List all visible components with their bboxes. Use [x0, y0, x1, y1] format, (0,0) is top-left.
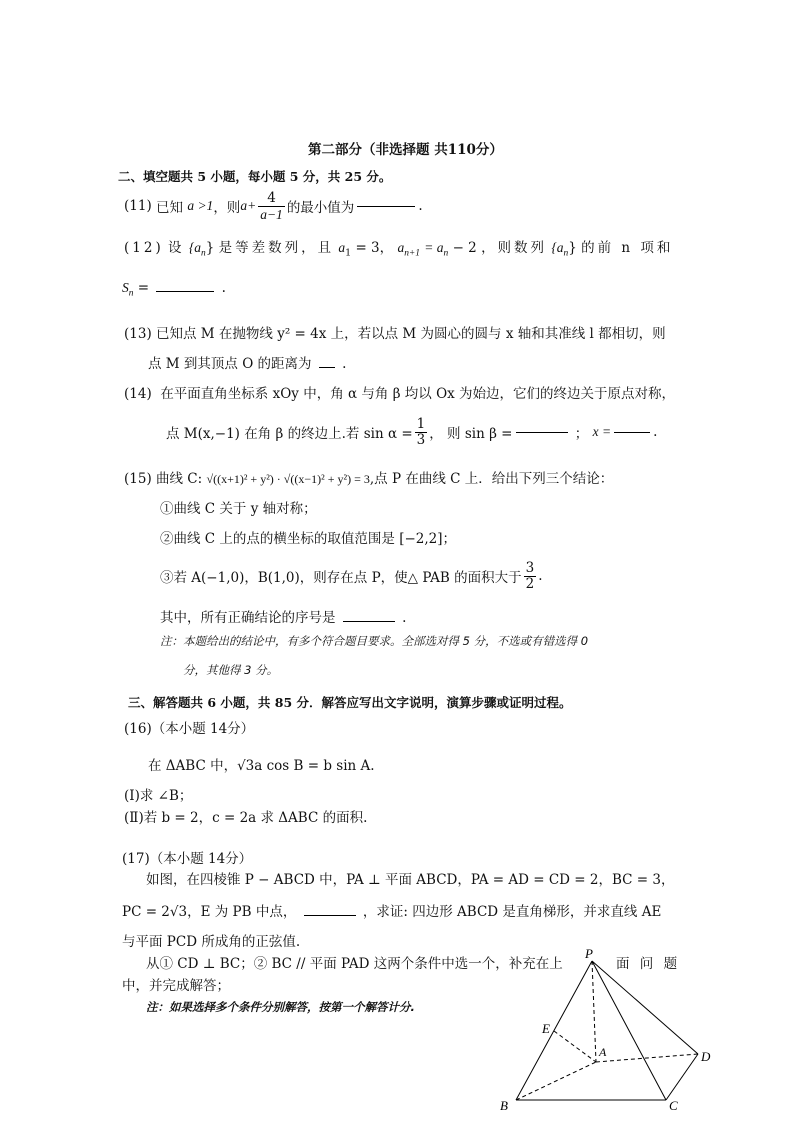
q13-line2-row: [148, 352, 346, 372]
q14-answer-blank-1: [516, 431, 568, 433]
q12-sn: S: [122, 280, 129, 295]
q15-fraction: [524, 561, 537, 592]
q13-line1: 已知点 M 在抛物线 y² = 4x 上，若以点 M 为圆心的圆与 x 轴和其准线 l 都相切，则: [156, 326, 666, 342]
q12-seq-2: {a: [551, 240, 564, 255]
question-11: [124, 186, 423, 226]
label-C: C: [669, 1098, 678, 1113]
q15-c3-text: ③若 A(−1,0)，B(1,0)，则存在点 P，使△ PAB 的面积大于: [160, 570, 522, 586]
q12-sum-line: [122, 280, 226, 299]
q17-head: (17)（本小题 14分）: [122, 851, 253, 867]
q15-c3-tail: .: [538, 568, 543, 584]
q15-note-line2: 分，其他得 3 分。: [183, 663, 279, 677]
q15-note-line1: 注：本题给出的结论中，有多个符合题目要求。全部选对得 5 分，不选或有错选得 0: [160, 634, 589, 648]
q12-rec-sub: n+1: [404, 248, 420, 259]
q17-line5: 中，并完成解答；: [122, 978, 230, 994]
q12-text1: 设: [168, 240, 185, 256]
q17-line2a: PC = 2√3，E 为 PB 中点，: [122, 904, 297, 920]
question-12: (12) 设 $\{a_n\}$ 是等差数列，且 $a_1 = 3$， $a_{n+1} = a_n - 2$ ，则数列 $\{a_n\}$ 的前 n 项和: [124, 240, 674, 259]
q15-conclusion-1: ①曲线 C 关于 y 轴对称；: [160, 501, 317, 517]
q17-line1: 如图，在四棱锥 P − ABCD 中，PA ⊥ 平面 ABCD，PA = AD = CD = 2，BC = 3，: [146, 872, 675, 888]
q12-rec: a: [397, 240, 405, 255]
edge-BA: [516, 1062, 596, 1100]
part2-header: 二、填空题共 5 小题，每小题 5 分，共 25 分。: [118, 169, 392, 184]
q13-tail: .: [342, 356, 347, 372]
question-15: [124, 467, 613, 487]
q11-frac-den: a−1: [260, 206, 283, 222]
q12-text3: ，则数列: [481, 240, 548, 256]
q17-note: 注：如果选择多个条件分别解答，按第一个解答计分.: [146, 1000, 415, 1014]
q11-frac-num: 4: [258, 191, 285, 207]
q14-line1: 在平面直角坐标系 xOy 中，角 α 与角 β 均以 Ox 为始边，它们的终边关于原点对称，: [160, 386, 676, 402]
q15-conclusion-3: [160, 556, 543, 596]
q12-rec-tail: − 2: [452, 240, 477, 256]
q12-seq-sub: n: [200, 248, 206, 259]
q15-equation: √((x+1)² + y²) · √((x−1)² + y²) = 3: [206, 472, 370, 486]
q14-frac-den: 3: [416, 431, 426, 448]
q17-line4b: 面 问 题: [616, 956, 681, 972]
q14-frac-num: 1: [416, 415, 426, 432]
q15-line1c: ,点 P 在曲线 C 上．给出下列三个结论：: [369, 471, 614, 487]
q14-number: (14): [124, 386, 152, 402]
q15-answer-blank: [343, 620, 395, 622]
q11-text2: ，则: [213, 200, 241, 216]
q11-answer-blank: [357, 205, 415, 207]
edge-PB: [516, 961, 592, 1100]
q12-seq-sub-2: n: [563, 248, 569, 259]
q14-line2b: ， 则 sin β =: [429, 426, 513, 442]
q14-xeq: x =: [592, 424, 612, 439]
q15-ask-tail: .: [402, 610, 407, 626]
q12-sn-eq: =: [137, 280, 150, 296]
label-P: P: [585, 946, 593, 961]
q12-text2: 是等差数列，且: [218, 240, 335, 256]
q15-conclusion-2: ②曲线 C 上的点的横坐标的取值范围是 [−2,2]；: [160, 531, 457, 547]
question-13: [124, 322, 666, 342]
q16-part2: (Ⅱ)若 b = 2，c = 2a 求 ΔABC 的面积.: [124, 810, 368, 826]
q11-expr: a+: [240, 198, 257, 213]
q11-fraction: [258, 191, 285, 222]
edge-PD: [592, 961, 698, 1054]
q15-line1a: 曲线 C:: [156, 471, 207, 487]
q13-number: (13): [124, 326, 152, 342]
q15-number: (15): [124, 471, 152, 487]
edge-AD: [596, 1054, 698, 1062]
q17-line4a: 从① CD ⊥ BC；② BC // 平面 PAD 这两个条件中选一个，补充在上: [146, 956, 563, 972]
q15-frac-num: 3: [525, 559, 535, 576]
q16-stem: 在 ΔABC 中，√3a cos B = b sin A.: [148, 758, 375, 774]
q11-text3: 的最小值为: [286, 200, 355, 216]
edge-PA: [592, 961, 596, 1062]
q15-ask-row: [160, 606, 406, 626]
q17-line3: 与平面 PCD 所成角的正弦值.: [122, 934, 301, 950]
q12-a1-sub: 1: [345, 247, 352, 259]
q12-a1-val: = 3: [355, 240, 380, 256]
q13-answer-blank: [319, 366, 335, 368]
q12-sn-sub: n: [128, 288, 134, 299]
q13-line2: 点 M 到其顶点 O 的距离为: [148, 356, 312, 372]
q12-seq: {a: [188, 240, 201, 255]
label-E: E: [542, 1021, 550, 1036]
q12-seq-close: }: [205, 240, 215, 256]
question-14: [124, 382, 675, 402]
edge-CD: [666, 1054, 698, 1100]
q14-tail: .: [653, 424, 658, 440]
q12-tail: .: [221, 280, 226, 296]
q14-semi: ；: [574, 426, 589, 442]
q12-text4: 的前 n 项和: [581, 240, 674, 256]
edge-EA: [554, 1031, 596, 1062]
q14-line2-row: [166, 412, 657, 452]
label-A: A: [599, 1045, 607, 1059]
q16-part1: (Ⅰ)求 ∠B；: [124, 788, 193, 804]
q14-answer-blank-2: [614, 431, 650, 433]
q17-condition-blank: [304, 914, 356, 916]
q15-frac-den: 2: [525, 575, 535, 592]
q12-number: (12): [124, 240, 164, 256]
q12-answer-blank: [156, 290, 214, 292]
pyramid-figure: [496, 944, 718, 1120]
edge-PC: [592, 961, 666, 1100]
q14-fraction: [415, 417, 428, 448]
section-title: 第二部分（非选择题 共110分）: [308, 142, 503, 158]
q12-a1: a: [338, 240, 346, 255]
label-B: B: [500, 1098, 508, 1113]
q11-tail: .: [418, 198, 423, 214]
q17-line2-row: [122, 900, 661, 920]
part3-header: 三、解答题共 6 小题，共 85 分．解答应写出文字说明，演算步骤或证明过程。: [128, 695, 572, 710]
q14-line2a: 点 M(x,−1) 在角 β 的终边上.若 sin α =: [166, 426, 413, 442]
q12-rec-sub2: n: [443, 248, 449, 259]
q12-seq-close-2: }: [568, 240, 577, 256]
q15-ask: 其中，所有正确结论的序号是: [160, 610, 336, 626]
q16-head: (16)（本小题 14分）: [124, 721, 255, 737]
q12-rec-val: = a: [424, 240, 444, 255]
q11-text1: 已知: [156, 200, 184, 216]
q11-number: (11): [124, 198, 152, 214]
q17-line2b: ，求证: 四边形 ABCD 是直角梯形，并求直线 AE: [362, 904, 662, 920]
q11-cond: a >1: [187, 198, 214, 213]
label-D: D: [701, 1049, 711, 1064]
